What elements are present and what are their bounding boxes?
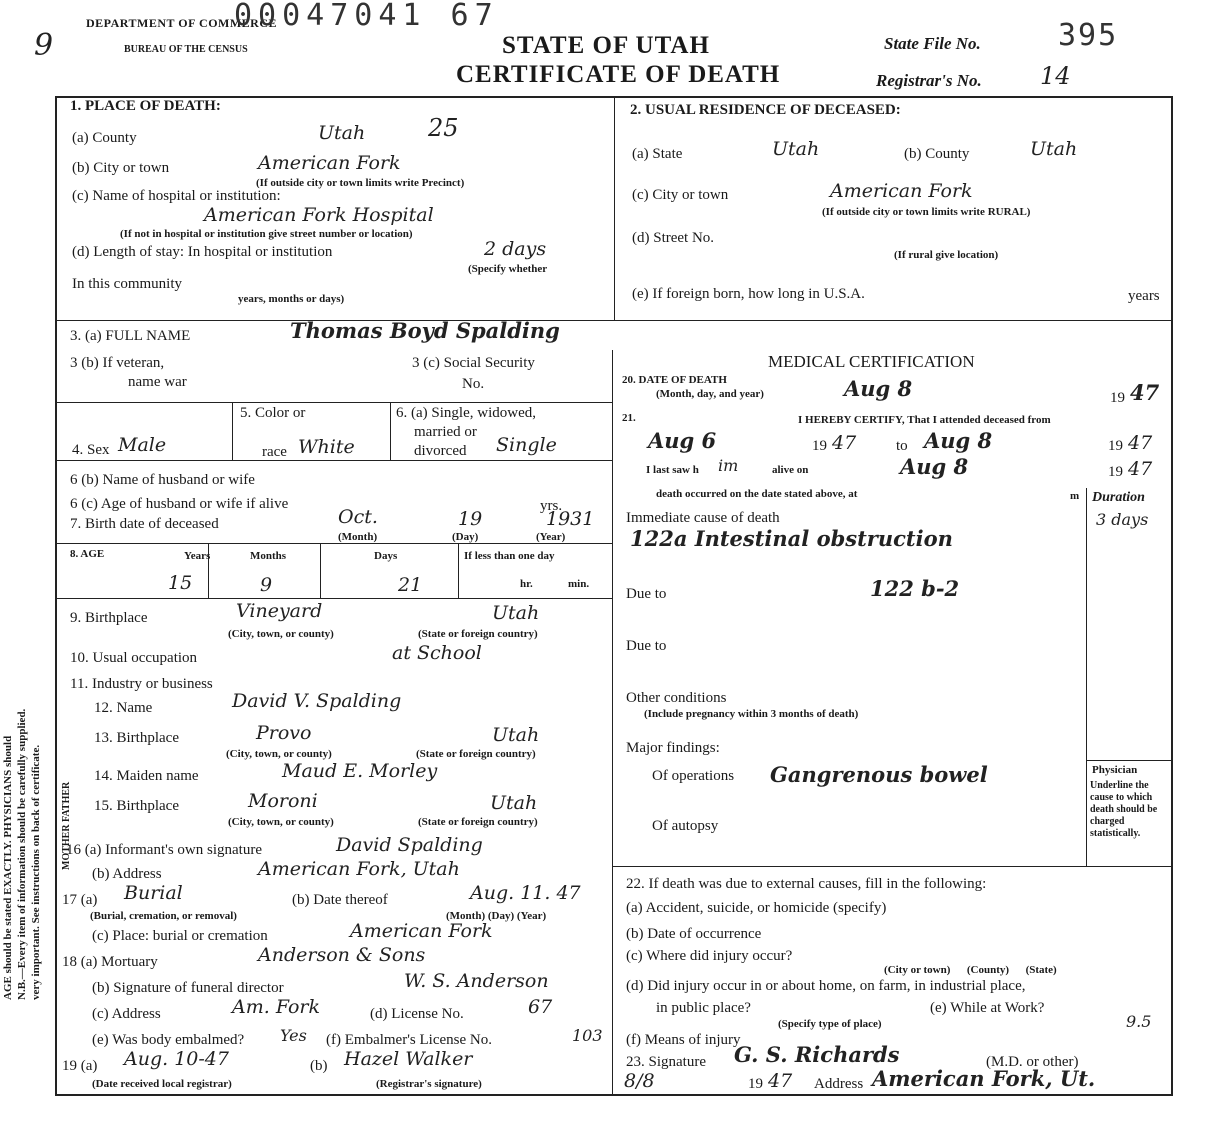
father-birth-note-2: (State or foreign country) bbox=[416, 748, 536, 760]
embalmer-license-value: 103 bbox=[572, 1026, 603, 1045]
occupation-value: at School bbox=[392, 642, 482, 664]
veteran-label-2: name war bbox=[128, 374, 187, 390]
type-of-place-note: (Specify type of place) bbox=[778, 1018, 882, 1030]
attended-to-year-prefix: 19 bbox=[1108, 438, 1123, 454]
certify-number: 21. bbox=[622, 412, 636, 424]
mortuary-value: Anderson & Sons bbox=[258, 944, 426, 966]
registrar-value: 14 bbox=[1040, 62, 1071, 90]
mother-birth-state: Utah bbox=[490, 792, 538, 814]
hospital-note: (If not in hospital or institution give street number or location) bbox=[120, 228, 413, 240]
operations-label: Of operations bbox=[652, 768, 735, 784]
res-street-note: (If rural give location) bbox=[894, 249, 999, 261]
margin-line-4: N.B.—Every item of information should be carefully supplied. bbox=[16, 708, 28, 1000]
informant-label: 16 (a) Informant's own signature bbox=[66, 842, 262, 858]
birth-month: Oct. bbox=[338, 506, 378, 528]
burial-place-label: (c) Place: burial or cremation bbox=[92, 928, 268, 944]
dod-label: 20. DATE OF DEATH bbox=[622, 374, 727, 386]
attended-from-year-prefix: 19 bbox=[812, 438, 827, 454]
received-value: Aug. 10-47 bbox=[124, 1048, 229, 1070]
attended-to: Aug 8 bbox=[924, 428, 993, 453]
license-value: 67 bbox=[528, 996, 553, 1018]
age-months-value: 9 bbox=[260, 574, 273, 596]
industry-label: 11. Industry or business bbox=[70, 676, 213, 692]
burial-date-note: (Month) (Day) (Year) bbox=[446, 910, 547, 922]
birth-day-note: (Day) bbox=[452, 531, 479, 543]
signature-year: 47 bbox=[768, 1070, 793, 1092]
dod-year: 47 bbox=[1130, 380, 1160, 405]
state-file-label: State File No. bbox=[884, 34, 981, 53]
mother-name-label: 14. Maiden name bbox=[94, 768, 199, 784]
age-label: 8. AGE bbox=[70, 548, 105, 560]
birthplace-state: Utah bbox=[492, 602, 540, 624]
burial-note: (Burial, cremation, or removal) bbox=[90, 910, 237, 922]
res-foreign-label: (e) If foreign born, how long in U.S.A. bbox=[632, 286, 865, 302]
full-name-label: 3. (a) FULL NAME bbox=[70, 328, 191, 344]
informant-value: David Spalding bbox=[336, 834, 483, 856]
physician-text: Underline the cause to which death should be charged statistically. bbox=[1090, 780, 1158, 839]
father-birth-city: Provo bbox=[256, 722, 312, 744]
divider-veteran bbox=[55, 402, 612, 403]
race-value: White bbox=[298, 436, 355, 458]
attended-to-year: 47 bbox=[1128, 432, 1153, 454]
months-label: Months bbox=[250, 550, 287, 562]
other-conditions-label: Other conditions bbox=[626, 690, 727, 706]
res-county-value: Utah bbox=[1030, 138, 1078, 160]
public-place-label: in public place? bbox=[656, 1000, 751, 1016]
duration-value: 3 days bbox=[1096, 510, 1149, 529]
city-label: (b) City or town bbox=[72, 160, 170, 176]
county-value: Utah bbox=[318, 122, 366, 144]
signature-label: 23. Signature bbox=[626, 1054, 706, 1070]
major-findings-label: Major findings: bbox=[626, 740, 720, 756]
certificate-title: CERTIFICATE OF DEATH bbox=[456, 61, 781, 88]
occupation-label: 10. Usual occupation bbox=[70, 650, 198, 666]
signature-value: G. S. Richards bbox=[734, 1042, 900, 1067]
father-birth-state: Utah bbox=[492, 724, 540, 746]
md-label: (M.D. or other) bbox=[986, 1054, 1079, 1070]
birth-year: 1931 bbox=[546, 508, 595, 530]
accident-label: (a) Accident, suicide, or homicide (specify) bbox=[626, 900, 887, 916]
father-name-label: 12. Name bbox=[94, 700, 153, 716]
embalmer-license-label: (f) Embalmer's License No. bbox=[326, 1032, 492, 1048]
registrar-sig-label: (b) bbox=[310, 1058, 328, 1074]
res-foreign-unit: years bbox=[1128, 288, 1160, 304]
spouse-label: 6 (b) Name of husband or wife bbox=[70, 472, 255, 488]
funeral-director-label: (b) Signature of funeral director bbox=[92, 980, 284, 996]
mother-birth-note-2: (State or foreign country) bbox=[418, 816, 538, 828]
birthplace-city: Vineyard bbox=[236, 600, 323, 622]
marital-value: Single bbox=[496, 434, 557, 456]
full-name-value: Thomas Boyd Spalding bbox=[290, 318, 560, 343]
registrar-sig-note: (Registrar's signature) bbox=[376, 1078, 482, 1090]
operations-value: Gangrenous bowel bbox=[770, 762, 988, 787]
divider-sex-bottom bbox=[55, 460, 612, 461]
due-to-label: Due to bbox=[626, 586, 667, 602]
min-label: min. bbox=[568, 578, 590, 590]
res-county-label: (b) County bbox=[904, 146, 970, 162]
community-label: In this community bbox=[72, 276, 182, 292]
father-birthplace-label: 13. Birthplace bbox=[94, 730, 179, 746]
corner-mark: 9 bbox=[34, 28, 54, 63]
license-label: (d) License No. bbox=[370, 1006, 464, 1022]
registrar-sig-value: Hazel Walker bbox=[344, 1048, 473, 1070]
mortuary-label: 18 (a) Mortuary bbox=[62, 954, 158, 970]
father-name-value: David V. Spalding bbox=[232, 690, 402, 712]
res-city-label: (c) City or town bbox=[632, 187, 729, 203]
occurrence-date-label: (b) Date of occurrence bbox=[626, 926, 762, 942]
divider-top bbox=[614, 96, 615, 320]
divider-age-2 bbox=[320, 543, 321, 598]
race-label: race bbox=[262, 444, 287, 460]
due-to-2-label: Due to bbox=[626, 638, 667, 654]
alive-on-value: Aug 8 bbox=[900, 454, 969, 479]
divider-physician bbox=[1086, 760, 1173, 761]
physician-label: Physician bbox=[1092, 764, 1138, 776]
burial-value: Burial bbox=[124, 882, 183, 904]
embalmed-value: Yes bbox=[280, 1026, 307, 1045]
divider-duration bbox=[1086, 488, 1087, 866]
funeral-address-value: Am. Fork bbox=[232, 996, 320, 1018]
hospital-label: (c) Name of hospital or institution: bbox=[72, 188, 281, 204]
autopsy-label: Of autopsy bbox=[652, 818, 719, 834]
where-label: (c) Where did injury occur? bbox=[626, 948, 793, 964]
divider-age bbox=[55, 543, 612, 544]
department-label: DEPARTMENT OF COMMERCE bbox=[86, 16, 278, 30]
where-note: (City or town) (County) (State) bbox=[884, 964, 1057, 976]
dod-year-prefix: 19 bbox=[1110, 390, 1125, 406]
external-code: 9.5 bbox=[1126, 1012, 1152, 1031]
father-birth-note-1: (City, town, or county) bbox=[226, 748, 332, 760]
burial-date-label: (b) Date thereof bbox=[292, 892, 388, 908]
stay-value: 2 days bbox=[484, 238, 547, 260]
stamp-number: 00047041 67 bbox=[234, 0, 499, 33]
city-note: (If outside city or town limits write Precinct) bbox=[256, 177, 465, 189]
place-of-death-heading: 1. PLACE OF DEATH: bbox=[70, 98, 221, 114]
received-note: (Date received local registrar) bbox=[92, 1078, 232, 1090]
burial-place-value: American Fork bbox=[350, 920, 493, 942]
immediate-cause-value: 122a Intestinal obstruction bbox=[630, 526, 953, 551]
mother-birth-city: Moroni bbox=[248, 790, 318, 812]
spouse-age-unit: yrs. bbox=[540, 498, 563, 514]
birth-month-note: (Month) bbox=[338, 531, 378, 543]
burial-date-value: Aug. 11. 47 bbox=[470, 882, 581, 904]
margin-line-1: AGE should be stated EXACTLY. PHYSICIANS should bbox=[2, 735, 14, 1000]
attended-from: Aug 6 bbox=[648, 428, 717, 453]
birthplace-label: 9. Birthplace bbox=[70, 610, 148, 626]
while-at-work-label: (e) While at Work? bbox=[930, 1000, 1045, 1016]
birth-year-note: (Year) bbox=[536, 531, 566, 543]
alive-on-label: alive on bbox=[772, 464, 809, 476]
hospital-value: American Fork Hospital bbox=[204, 204, 434, 226]
medical-heading: MEDICAL CERTIFICATION bbox=[768, 352, 975, 371]
state-file-value: 395 bbox=[1058, 18, 1119, 53]
informant-address-label: (b) Address bbox=[92, 866, 162, 882]
res-state-value: Utah bbox=[772, 138, 820, 160]
divider-sex bbox=[232, 402, 233, 460]
occurred-label: death occurred on the date stated above, at bbox=[656, 488, 858, 500]
birthplace-note-2: (State or foreign country) bbox=[418, 628, 538, 640]
alive-year: 47 bbox=[1128, 458, 1153, 480]
signature-year-prefix: 19 bbox=[748, 1076, 763, 1092]
signature-address-label: Address bbox=[814, 1076, 864, 1092]
county-label: (a) County bbox=[72, 130, 137, 146]
birthplace-note-1: (City, town, or county) bbox=[228, 628, 334, 640]
birth-date-label: 7. Birth date of deceased bbox=[70, 516, 219, 532]
signature-date: 8/8 bbox=[624, 1070, 655, 1092]
last-saw-value: im bbox=[718, 456, 739, 475]
dod-value: Aug 8 bbox=[844, 376, 913, 401]
dod-note: (Month, day, and year) bbox=[656, 388, 764, 400]
home-label: (d) Did injury occur in or about home, on farm, in industrial place, bbox=[626, 978, 1026, 994]
bureau-label: BUREAU OF THE CENSUS bbox=[124, 44, 248, 55]
sex-value: Male bbox=[118, 434, 167, 456]
other-conditions-note: (Include pregnancy within 3 months of death) bbox=[644, 708, 859, 720]
mother-father-label: MOTHER FATHER bbox=[61, 781, 72, 870]
external-heading: 22. If death was due to external causes, fill in the following: bbox=[626, 876, 987, 892]
immediate-cause-label: Immediate cause of death bbox=[626, 510, 780, 526]
certify-text: I HEREBY CERTIFY, That I attended deceased from bbox=[798, 414, 1051, 426]
received-label: 19 (a) bbox=[62, 1058, 98, 1074]
duration-label: Duration bbox=[1092, 490, 1145, 505]
marital-label: 6. (a) Single, widowed, bbox=[396, 405, 536, 421]
attended-from-year: 47 bbox=[832, 432, 857, 454]
residence-heading: 2. USUAL RESIDENCE OF DECEASED: bbox=[630, 102, 901, 118]
city-value: American Fork bbox=[258, 152, 401, 174]
res-city-value: American Fork bbox=[830, 180, 973, 202]
birth-day: 19 bbox=[458, 508, 483, 530]
stay-note: (Specify whether bbox=[468, 263, 548, 275]
funeral-address-label: (c) Address bbox=[92, 1006, 161, 1022]
means-of-injury-label: (f) Means of injury bbox=[626, 1032, 741, 1048]
attended-to-label: to bbox=[896, 438, 908, 454]
days-label: Days bbox=[374, 550, 398, 562]
divider-race bbox=[390, 402, 391, 460]
embalmed-label: (e) Was body embalmed? bbox=[92, 1032, 245, 1048]
burial-label: 17 (a) bbox=[62, 892, 98, 908]
years-label: Years bbox=[184, 550, 211, 562]
signature-address-value: American Fork, Ut. bbox=[872, 1066, 1096, 1091]
ssn-label: 3 (c) Social Security bbox=[412, 355, 535, 371]
divider-name bbox=[55, 320, 1173, 321]
margin-line-6: very important. See instructions on back of certificate. bbox=[30, 744, 42, 1000]
age-days-value: 21 bbox=[398, 574, 423, 596]
less-than-day-label: If less than one day bbox=[464, 550, 555, 562]
mother-birth-note-1: (City, town, or county) bbox=[228, 816, 334, 828]
res-city-note: (If outside city or town limits write RURAL) bbox=[822, 206, 1031, 218]
hr-label: hr. bbox=[520, 578, 533, 590]
county-code: 25 bbox=[428, 114, 459, 142]
registrar-label: Registrar's No. bbox=[876, 71, 982, 90]
res-state-label: (a) State bbox=[632, 146, 683, 162]
divider-age-3 bbox=[458, 543, 459, 598]
mother-birthplace-label: 15. Birthplace bbox=[94, 798, 179, 814]
veteran-label: 3 (b) If veteran, bbox=[70, 355, 165, 371]
due-to-value: 122 b-2 bbox=[870, 576, 960, 601]
spouse-age-label: 6 (c) Age of husband or wife if alive bbox=[70, 496, 289, 512]
community-note: years, months or days) bbox=[238, 293, 345, 305]
ssn-label-2: No. bbox=[462, 376, 485, 392]
divider-external bbox=[612, 866, 1173, 867]
res-street-label: (d) Street No. bbox=[632, 230, 715, 246]
marital-label-3: divorced bbox=[414, 443, 467, 459]
occurred-unit: m bbox=[1070, 490, 1080, 502]
funeral-director-value: W. S. Anderson bbox=[404, 970, 549, 992]
informant-address-value: American Fork, Utah bbox=[258, 858, 460, 880]
age-years-value: 15 bbox=[168, 572, 193, 594]
alive-year-prefix: 19 bbox=[1108, 464, 1123, 480]
last-saw-label: I last saw h bbox=[646, 464, 699, 476]
divider-birthplace bbox=[55, 598, 612, 599]
sex-label: 4. Sex bbox=[72, 442, 110, 458]
color-label: 5. Color or bbox=[240, 405, 306, 421]
divider-main bbox=[612, 350, 613, 1096]
marital-label-2: married or bbox=[414, 424, 477, 440]
stay-label: (d) Length of stay: In hospital or institution bbox=[72, 244, 333, 260]
mother-name-value: Maud E. Morley bbox=[282, 760, 438, 782]
state-title: STATE OF UTAH bbox=[502, 32, 710, 59]
